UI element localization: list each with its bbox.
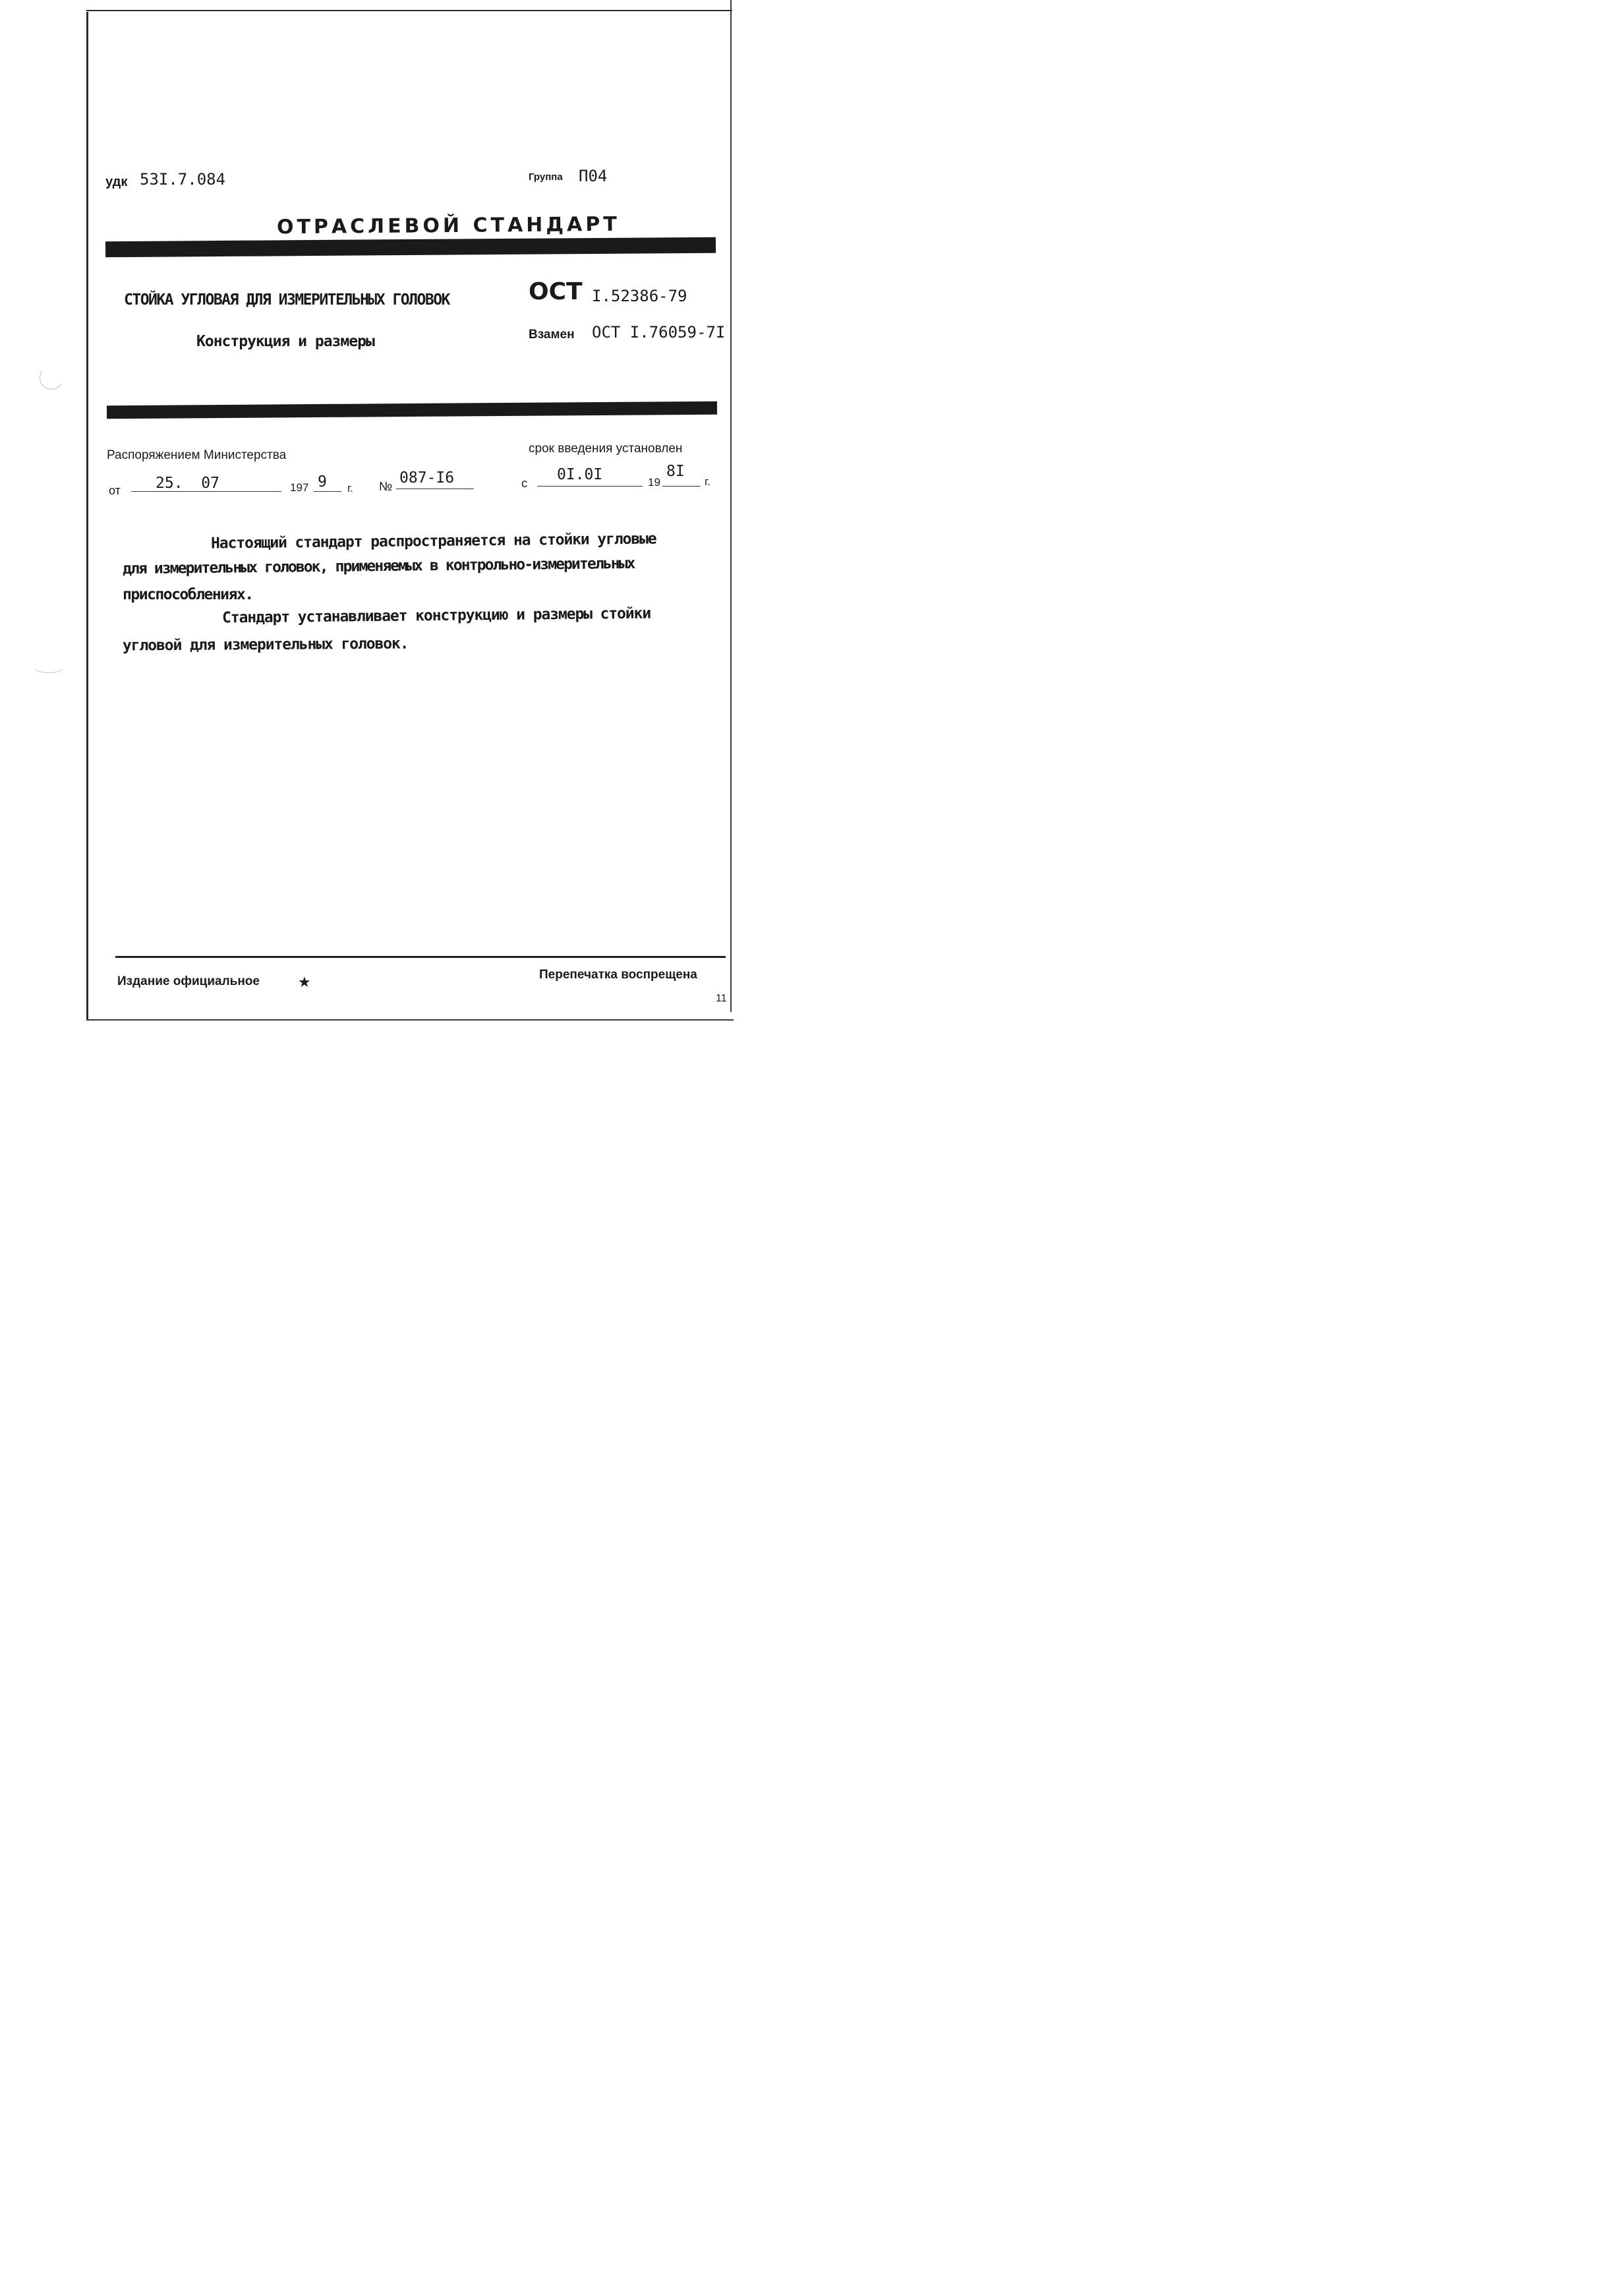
frame-left-line: [86, 12, 88, 1021]
banner-title: ОТРАСЛЕВОЙ СТАНДАРТ: [276, 212, 620, 239]
page-number: 11: [716, 993, 727, 1004]
effective-year-suffix: г.: [705, 475, 710, 488]
effective-year-prefix: 19: [648, 476, 660, 489]
body-paragraph-1-line-2: для измерительных головок, применяемых в контрольно-измерительных: [122, 554, 635, 578]
udk-value: 53I.7.084: [140, 170, 226, 189]
footer-rule: [115, 956, 726, 958]
effective-from-label: с: [521, 477, 527, 490]
frame-right-line: [730, 0, 732, 1012]
replaces-label: Взамен: [529, 328, 575, 342]
udk-label: удк: [105, 175, 128, 189]
order-year-digit: 9: [318, 473, 327, 490]
standard-name: СТОЙКА УГЛОВАЯ ДЛЯ ИЗМЕРИТЕЛЬНЫХ ГОЛОВОК: [124, 291, 450, 309]
effective-date-underline: [537, 486, 643, 487]
banner-rule: [105, 237, 716, 257]
group-value: П04: [579, 167, 608, 185]
effective-date-label: срок введения установлен: [529, 442, 683, 456]
order-year-underline: [314, 491, 341, 492]
body-paragraph-2-line-1: Стандарт устанавливает конструкцию и размеры стойки: [221, 605, 651, 627]
punch-hole-mark: [38, 364, 65, 392]
standard-subtitle: Конструкция и размеры: [196, 333, 374, 350]
reprint-prohibited-label: Перепечатка воспрещена: [539, 968, 697, 982]
group-label: Группа: [529, 171, 563, 183]
ministry-order-label: Распоряжением Министерства: [107, 448, 287, 462]
order-from-label: от: [109, 484, 121, 497]
ost-label: ОСТ: [529, 278, 583, 305]
body-paragraph-2-line-2: угловой для измерительных головок.: [122, 635, 409, 655]
order-year-prefix: 197: [290, 481, 309, 494]
official-edition-label: Издание официальное: [117, 974, 260, 988]
punch-hole-mark: [32, 656, 66, 673]
effective-year-digit: 8I: [666, 463, 685, 480]
frame-bottom-line: [86, 1019, 734, 1021]
order-number-label: №: [379, 480, 393, 494]
effective-year-underline: [662, 486, 701, 487]
title-block-rule: [107, 401, 717, 419]
replaces-value: ОСТ I.76059-7I: [592, 323, 726, 342]
order-number-value: 087-I6: [399, 469, 455, 487]
order-year-suffix: г.: [347, 482, 353, 494]
frame-top-line: [86, 10, 732, 11]
body-paragraph-1-line-1: Настоящий стандарт распространяется на стойки угловые: [210, 530, 656, 552]
star-icon: ★: [298, 974, 311, 991]
ost-number: I.52386-79: [592, 287, 687, 305]
effective-date-value: 0I.0I: [557, 466, 603, 483]
body-paragraph-1-line-3: приспособлениях.: [123, 586, 253, 603]
order-date-value: 25. 07: [156, 475, 219, 492]
